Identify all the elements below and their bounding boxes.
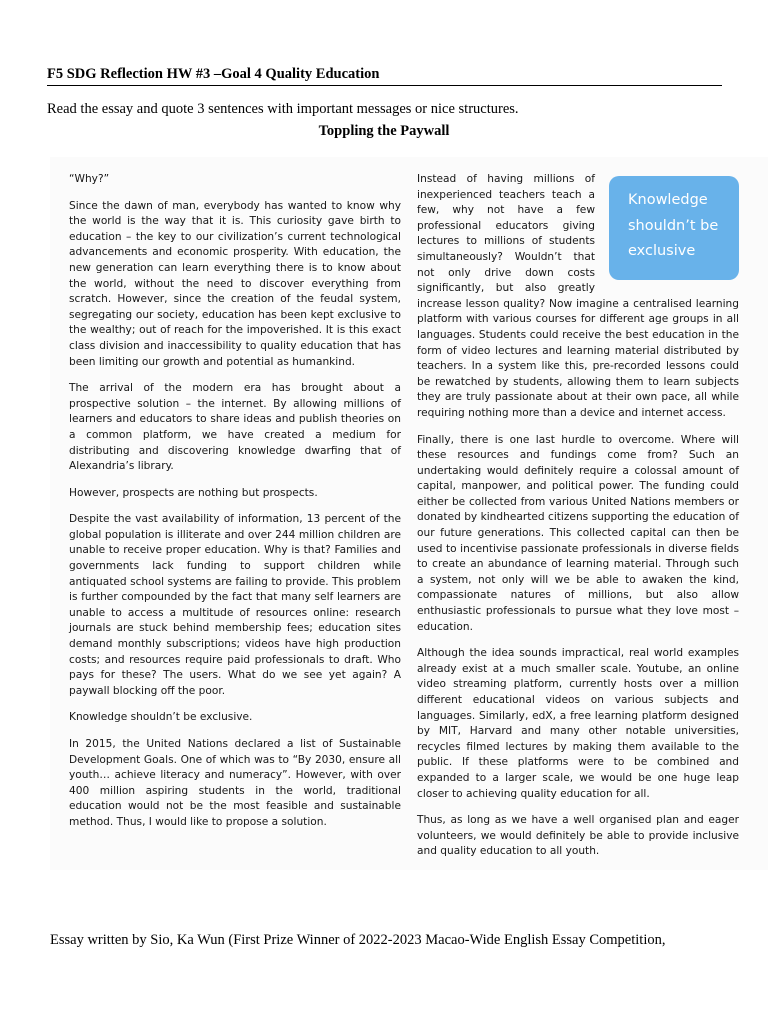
instruction-text: Read the essay and quote 3 sentences with important messages or nice structures. (47, 101, 519, 117)
callout-line: exclusive (628, 243, 696, 259)
essay-paragraph: The arrival of the modern era has brought about a prospective solution – the internet. By allowing millions of learners and educators to share ideas and publish theories on a common platform, we have created a medium for distributing and discovering knowledge dwarfing that of Alexandria’s library. (69, 382, 401, 473)
essay-paragraph: Finally, there is one last hurdle to overcome. Where will these resources and fundings come from? Such an undertaking would definitely require a colossal amount of capital, manpower, and political power. The funding could either be collected from various United Nations members or donated by kindhearted citizens supporting the education of our future generations. This collected capital can then be used to incentivise passionate professionals in diverse fields to create an abundance of learning material. Through such a system, not only will we be able to awaken the kind, compassionate natures of millions, but also allow enthusiastic professionals to pursue what they love most – education. (417, 433, 739, 633)
essay-paragraph: “Why?” (69, 173, 110, 185)
essay-paragraph: In 2015, the United Nations declared a list of Sustainable Development Goals. One of which was to “By 2030, ensure all youth… achieve literacy and numeracy”. However, with over 400 million aspiring students in the world, traditional education would not be the most feasible and sustainable method. Thus, I would like to propose a solution. (69, 738, 401, 828)
essay-paragraph: Knowledge shouldn’t be exclusive. (69, 711, 253, 724)
callout-line: Knowledge (628, 192, 708, 208)
essay-paragraph: Despite the vast availability of information, 13 percent of the global population is illiterate and over 244 million children are unable to receive proper education. Why is that? Families and governments lack funding to support children while antiquated school systems are failing to provide. This problem is further compounded by the fact that many self learners are unable to access a multitude of resources online: research journals are stuck behind membership fees; education sites demand monthly subscriptions; videos have high production costs; and resources require paid professionals to draft. Who pays for these? The users. What do we see yet again? A paywall blocking off the poor. (69, 513, 401, 697)
essay-credit: Essay written by Sio, Ka Wun (First Prize Winner of 2022-2023 Macao-Wide English Essay Competition, (50, 932, 666, 948)
essay-paragraph: Since the dawn of man, everybody has wanted to know why the world is the way that it is. This curiosity gave birth to education – the key to our civilization’s current technological advancements and economic prosperity. With education, the new generation can learn everything there is to know about the world, without the need to discover everything from scratch. However, since the creation of the feudal system, segregating our society, education has been kept exclusive to the wealthy; out of reach for the impoverished. It is this exact class division and inaccessibility to quality education that has been limiting our growth and potential as humankind. (69, 199, 401, 368)
pull-quote-callout (609, 176, 739, 280)
essay-title: Toppling the Paywall (318, 123, 450, 139)
essay-paragraph: Instead of having millions of inexperienced teachers teach a few, why not have a few professional educators giving lectures to millions of students simultaneously? Wouldn’t that not only drive down costs significantly, but also greatly increase lesson quality? Now imagine a centralised learning platform with various courses for different age groups in all languages. Students could receive the best education in the form of video lectures and learning material distributed by teachers. In a system like this, pre-recorded lessons could be rewatched by students, allowing them to learn subjects they are truly passionate about at their own pace, all while requiring nothing more than a device and internet access. (417, 173, 739, 419)
essay-left-column (69, 172, 401, 842)
callout-line: shouldn’t be (628, 217, 719, 234)
essay-paragraph: Thus, as long as we have a well organised plan and eager volunteers, we would definitely be able to provide inclusive and quality education to all youth. (417, 814, 739, 858)
worksheet-title: F5 SDG Reflection HW #3 –Goal 4 Quality Education (47, 66, 722, 86)
essay-right-column (417, 172, 739, 871)
essay-paragraph: However, prospects are nothing but prospects. (69, 486, 318, 499)
essay-paragraph: Although the idea sounds impractical, real world examples already exist at a much smaller scale. Youtube, an online video streaming platform, currently hosts over a million different educational videos on various subjects and languages. Similarly, edX, a free learning platform designed by MIT, Harvard and many other notable universities, recycles filmed lectures by making them available to the public. If these platforms were to be combined and expanded to a larger scale, we would be one huge leap closer to achieving quality education for all. (417, 647, 739, 800)
essay-scan (50, 157, 768, 870)
